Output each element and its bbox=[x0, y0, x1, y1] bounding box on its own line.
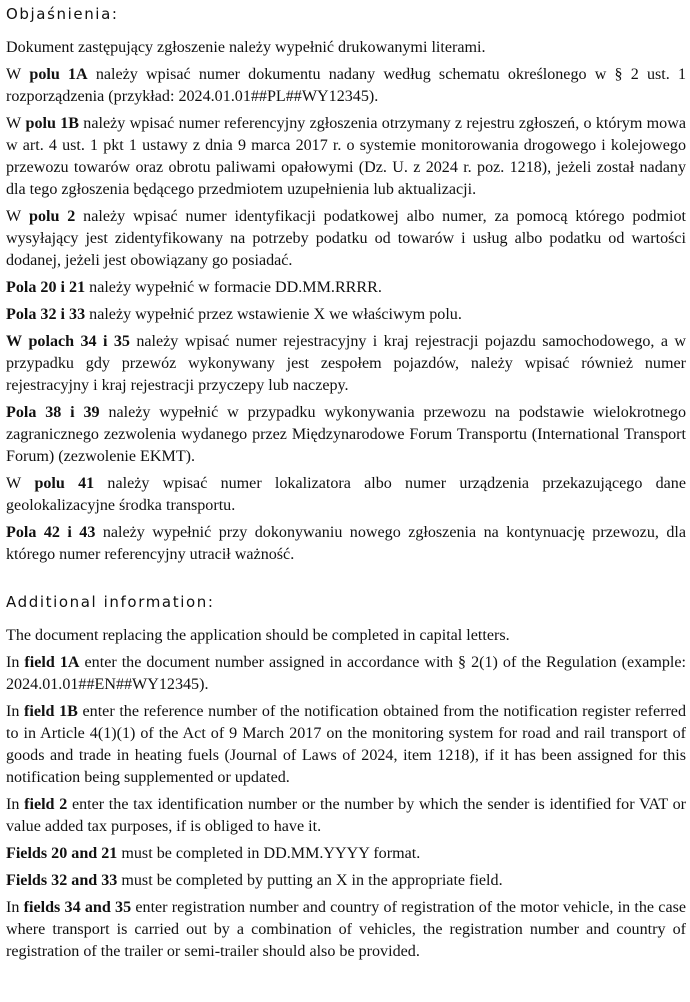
paragraph: Fields 20 and 21 must be completed in DD.MM.YYYY format. bbox=[6, 845, 421, 862]
section-spacer bbox=[6, 571, 686, 592]
paragraph: Fields 32 and 33 must be completed by putting an X in the appropriate field. bbox=[6, 872, 503, 889]
paragraph: The document replacing the application should be completed in capital letters. bbox=[6, 627, 510, 644]
paragraph: Pola 42 i 43 należy wypełnić przy dokonywaniu nowego zgłoszenia na kontynuację przewozu, dla którego numer referencyjny utracił ważność. bbox=[6, 524, 686, 563]
document-page bbox=[6, 4, 686, 968]
paragraph: In field 2 enter the tax identification number or the number by which the sender is identified for VAT or value added tax purposes, if is obliged to have it. bbox=[6, 796, 686, 835]
paragraph: In field 1B enter the reference number of the notification obtained from the notification register referred to in Article 4(1)(1) of the Act of 9 March 2017 on the monitoring system for road and rail transport of goods and trade in heating fuels (Journal of Laws of 2024, item 1218), if it has been assigned for this notification being supplemented or updated. bbox=[6, 703, 686, 786]
paragraph: W polu 1A należy wpisać numer dokumentu nadany według schematu określonego w § 2 ust. 1 rozporządzenia (przykład: 2024.01.01##PL##WY12345). bbox=[6, 66, 686, 105]
paragraph: Dokument zastępujący zgłoszenie należy wypełnić drukowanymi literami. bbox=[6, 39, 486, 56]
paragraph: Pola 20 i 21 należy wypełnić w formacie DD.MM.RRRR. bbox=[6, 279, 382, 296]
paragraph: Pola 38 i 39 należy wypełnić w przypadku wykonywania przewozu na podstawie wielokrotnego zagranicznego zezwolenia wydanego przez Międzynarodowe Forum Transportu (International Transport Forum) (zezwolenie EKMT). bbox=[6, 404, 686, 465]
paragraph: Pola 32 i 33 należy wypełnić przez wstawienie X we właściwym polu. bbox=[6, 306, 462, 323]
paragraph: In fields 34 and 35 enter registration number and country of registration of the motor vehicle, in the case where transport is carried out by a combination of vehicles, the registration number and country of registration of the trailer or semi-trailer should also be provided. bbox=[6, 899, 686, 960]
section-heading-english: Additional information: bbox=[6, 593, 215, 611]
paragraph: W polu 41 należy wpisać numer lokalizatora albo numer urządzenia przekazującego dane geolokalizacyjne środka transportu. bbox=[6, 475, 686, 514]
section-heading-polish: Objaśnienia: bbox=[6, 5, 119, 23]
paragraph: W polu 1B należy wpisać numer referencyjny zgłoszenia otrzymany z rejestru zgłoszeń, o którym mowa w art. 4 ust. 1 pkt 1 ustawy z dnia 9 marca 2017 r. o systemie monitorowania drogowego i kolejowego przewozu towarów oraz obrotu paliwami opałowymi (Dz. U. z 2024 r. poz. 1218), jeżeli został nadany dla tego zgłoszenia będącego przedmiotem uzupełnienia lub aktualizacji. bbox=[6, 115, 686, 198]
english-section bbox=[6, 592, 686, 963]
paragraph: W polu 2 należy wpisać numer identyfikacji podatkowej albo numer, za pomocą którego podmiot wysyłający jest zidentyfikowany na potrzeby podatku od towarów i usług albo podatku od wartości dodanej, jeżeli jest obowiązany go posiadać. bbox=[6, 208, 686, 269]
polish-section bbox=[6, 4, 686, 566]
paragraph: W polach 34 i 35 należy wpisać numer rejestracyjny i kraj rejestracji pojazdu samochodowego, a w przypadku gdy przewóz wykonywany jest zespołem pojazdów, należy wpisać również numer rejestracyjny i kraj rejestracji przyczepy lub naczepy. bbox=[6, 333, 686, 394]
paragraph: In field 1A enter the document number assigned in accordance with § 2(1) of the Regulation (example: 2024.01.01##EN##WY12345). bbox=[6, 654, 686, 693]
